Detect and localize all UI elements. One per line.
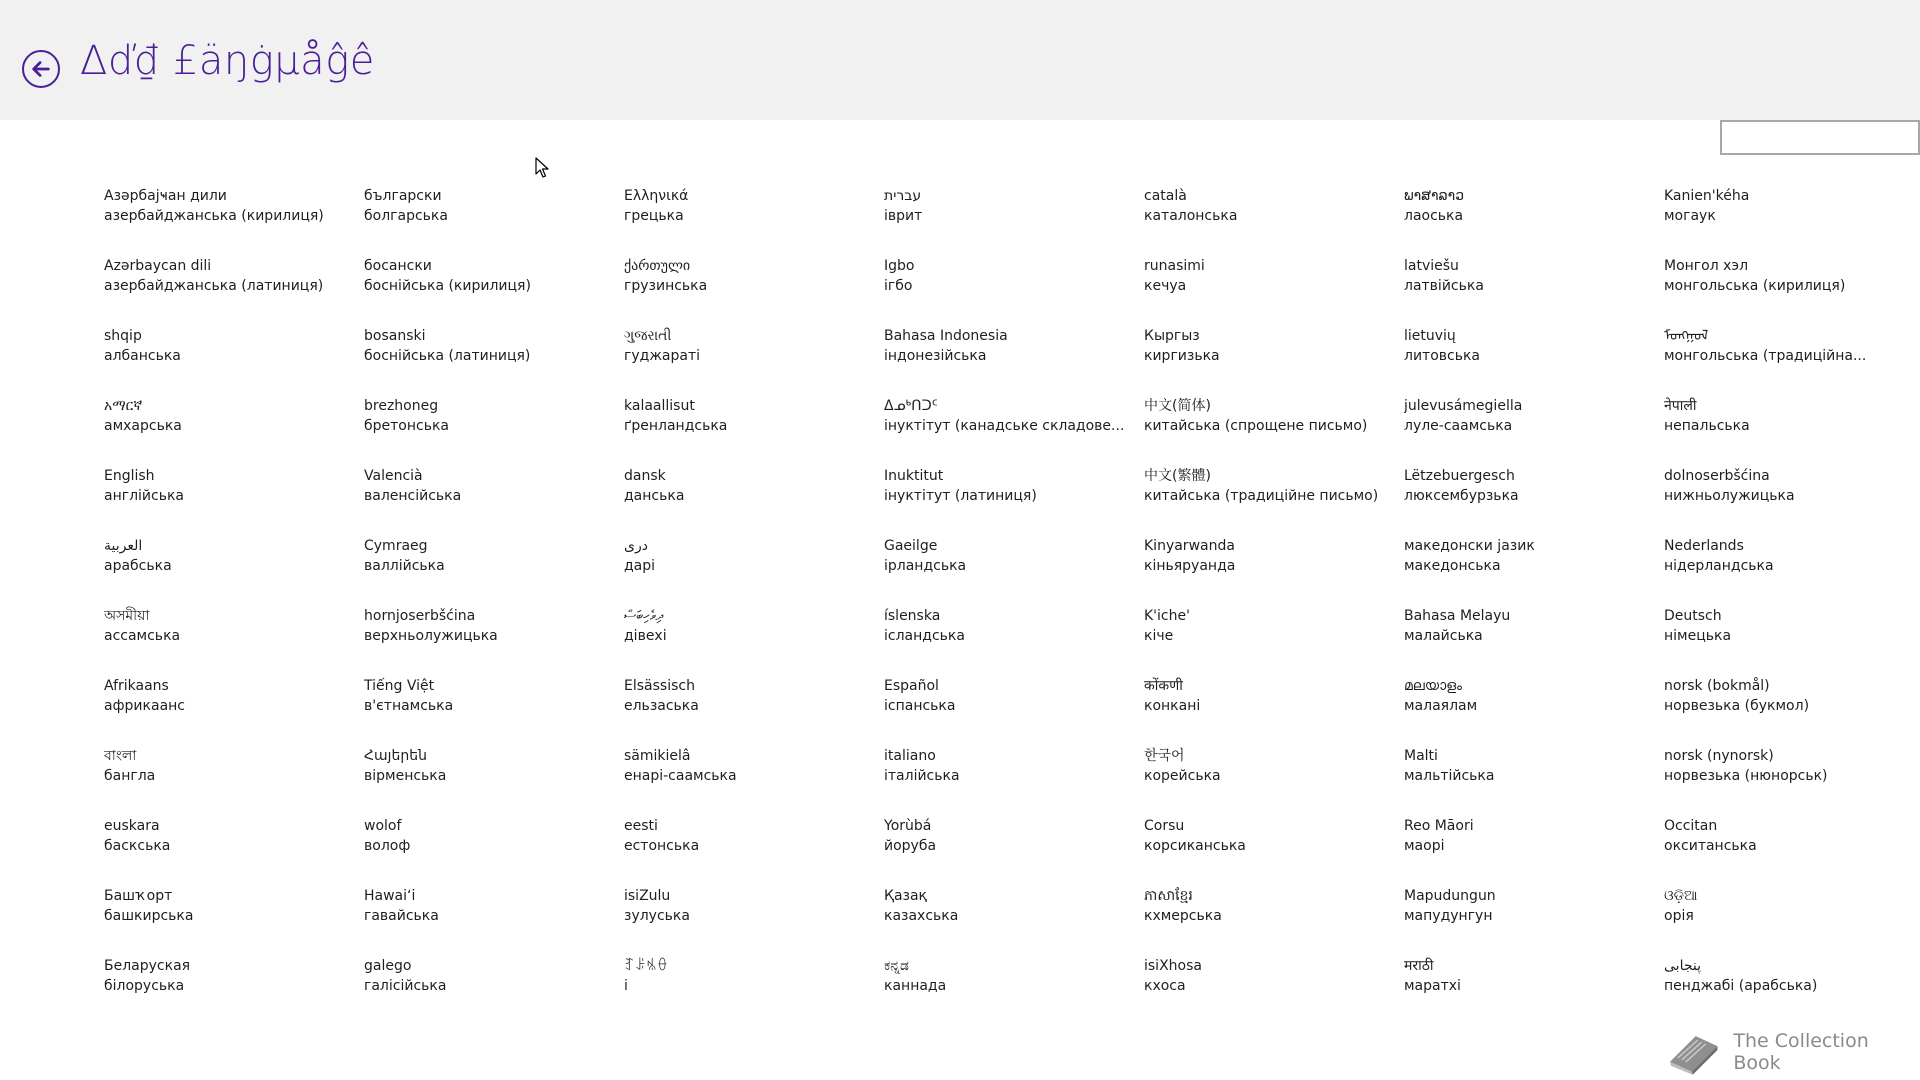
language-item[interactable]: [624, 326, 884, 396]
language-native-name: Afrikaans: [104, 678, 169, 694]
language-native-name: euskara: [104, 818, 160, 834]
language-localized-name: нідерландська: [1664, 558, 1774, 574]
language-localized-name: італійська: [884, 768, 960, 784]
language-native-name: Tiếng Việt: [364, 678, 435, 694]
language-item[interactable]: [624, 536, 884, 606]
language-item[interactable]: [1144, 326, 1404, 396]
language-native-name: Қазақ: [884, 888, 927, 904]
language-item[interactable]: [104, 886, 364, 956]
language-item[interactable]: [624, 956, 884, 1026]
language-native-name: shqip: [104, 328, 142, 344]
language-native-name: norsk (bokmål): [1664, 678, 1770, 694]
language-item[interactable]: [624, 606, 884, 676]
language-localized-name: інуктітут (канадське складове...: [884, 418, 1125, 434]
language-item[interactable]: [1404, 256, 1664, 326]
language-native-name: isiZulu: [624, 888, 671, 904]
language-native-name: עברית: [884, 188, 922, 204]
language-localized-name: корейська: [1144, 768, 1221, 784]
language-localized-name: і: [624, 978, 628, 994]
language-item[interactable]: [1664, 746, 1920, 816]
language-item[interactable]: [884, 186, 1144, 256]
language-item[interactable]: [1404, 886, 1664, 956]
language-localized-name: ісландська: [884, 628, 965, 644]
language-native-name: isiXhosa: [1144, 958, 1202, 974]
language-item[interactable]: [104, 326, 364, 396]
language-localized-name: гуджараті: [624, 348, 701, 364]
language-item[interactable]: [104, 256, 364, 326]
language-localized-name: амхарська: [104, 418, 182, 434]
language-item[interactable]: [624, 466, 884, 536]
language-localized-name: маорі: [1404, 838, 1445, 854]
mouse-pointer-icon: [535, 157, 551, 179]
language-localized-name: ігбо: [884, 278, 913, 294]
language-native-name: K'iche': [1144, 608, 1190, 624]
language-native-name: Башҡорт: [104, 888, 173, 904]
language-item[interactable]: [1144, 956, 1404, 1026]
language-native-name: sämikielâ: [624, 748, 691, 764]
language-localized-name: грузинська: [624, 278, 708, 294]
language-localized-name: боснійська (латиниця): [364, 348, 531, 364]
language-native-name: 中文(繁體): [1144, 468, 1211, 484]
language-item[interactable]: [884, 956, 1144, 1026]
language-localized-name: волоф: [364, 838, 411, 854]
language-localized-name: азербайджанська (латиниця): [104, 278, 324, 294]
language-item[interactable]: [104, 466, 364, 536]
language-item[interactable]: [1144, 676, 1404, 746]
language-native-name: नेपाली: [1664, 398, 1697, 414]
language-localized-name: китайська (традиційне письмо): [1144, 488, 1379, 504]
language-native-name: italiano: [884, 748, 936, 764]
language-native-name: አማርኛ: [104, 398, 143, 414]
language-localized-name: непальська: [1664, 418, 1750, 434]
language-localized-name: азербайджанська (кирилиця): [104, 208, 324, 224]
language-item[interactable]: [624, 256, 884, 326]
language-localized-name: казахська: [884, 908, 959, 924]
language-native-name: ᠮᠣᠩᠭᠣᠯ: [1664, 328, 1709, 344]
language-item[interactable]: [1144, 396, 1404, 466]
language-item[interactable]: [624, 186, 884, 256]
language-native-name: Occitan: [1664, 818, 1718, 834]
language-item[interactable]: [1664, 886, 1920, 956]
language-native-name: македонски јазик: [1404, 538, 1535, 554]
language-localized-name: інуктітут (латиниця): [884, 488, 1037, 504]
language-native-name: ພາສາລາວ: [1404, 188, 1465, 204]
language-localized-name: дарі: [624, 558, 656, 574]
language-native-name: Bahasa Indonesia: [884, 328, 1008, 344]
language-native-name: العربية: [104, 538, 143, 554]
language-item[interactable]: [1144, 256, 1404, 326]
language-item[interactable]: [104, 956, 364, 1026]
language-native-name: julevusámegiella: [1404, 398, 1523, 414]
language-native-name: Lëtzebuergesch: [1404, 468, 1515, 484]
language-item[interactable]: [884, 326, 1144, 396]
language-native-name: Հայերեն: [364, 748, 427, 764]
language-item[interactable]: [1664, 956, 1920, 1026]
language-native-name: ગુજરાતી: [624, 328, 672, 344]
language-native-name: lietuvių: [1404, 328, 1456, 344]
language-localized-name: пенджабі (арабська): [1664, 978, 1818, 994]
language-localized-name: естонська: [624, 838, 700, 854]
language-item[interactable]: [1144, 186, 1404, 256]
language-native-name: English: [104, 468, 155, 484]
language-native-name: 한국어: [1144, 748, 1185, 764]
language-item[interactable]: [884, 886, 1144, 956]
language-item[interactable]: [624, 396, 884, 466]
language-item[interactable]: [1404, 536, 1664, 606]
language-item[interactable]: [1664, 816, 1920, 886]
language-item[interactable]: [624, 676, 884, 746]
language-localized-name: ельзаська: [624, 698, 699, 714]
language-native-name: eesti: [624, 818, 658, 834]
language-item[interactable]: [884, 396, 1144, 466]
watermark: [1666, 1028, 1920, 1076]
language-item[interactable]: [1664, 256, 1920, 326]
language-localized-name: лаоська: [1404, 208, 1464, 224]
language-item[interactable]: [104, 816, 364, 886]
language-localized-name: киргизька: [1144, 348, 1220, 364]
language-native-name: ދިވެހިބަސް: [624, 608, 664, 624]
language-native-name: Elsässisch: [624, 678, 695, 694]
language-localized-name: англійська: [104, 488, 185, 504]
language-native-name: Cymraeg: [364, 538, 428, 554]
language-item[interactable]: [1664, 326, 1920, 396]
language-localized-name: гавайська: [364, 908, 439, 924]
language-item[interactable]: [884, 606, 1144, 676]
language-localized-name: монгольська (традиційна...: [1664, 348, 1867, 364]
language-native-name: অসমীয়া: [104, 608, 150, 624]
language-native-name: norsk (nynorsk): [1664, 748, 1774, 764]
language-item[interactable]: [1404, 326, 1664, 396]
language-native-name: Igbo: [884, 258, 915, 274]
language-localized-name: йоруба: [884, 838, 937, 854]
language-native-name: latviešu: [1404, 258, 1459, 274]
language-item[interactable]: [1664, 396, 1920, 466]
language-item[interactable]: [364, 886, 624, 956]
language-localized-name: маратхі: [1404, 978, 1461, 994]
language-localized-name: люксембурзька: [1404, 488, 1519, 504]
language-native-name: ꆈꌠꁱꂷ: [624, 958, 668, 974]
language-native-name: Español: [884, 678, 939, 694]
language-item[interactable]: [884, 816, 1144, 886]
language-localized-name: грецька: [624, 208, 684, 224]
language-item[interactable]: [104, 676, 364, 746]
language-localized-name: валлійська: [364, 558, 445, 574]
language-localized-name: ірландська: [884, 558, 967, 574]
back-arrow-icon: [30, 58, 52, 80]
language-localized-name: кіче: [1144, 628, 1174, 644]
language-native-name: wolof: [364, 818, 402, 834]
language-native-name: മലയാളം: [1404, 678, 1463, 694]
language-localized-name: вірменська: [364, 768, 447, 784]
language-item[interactable]: [104, 746, 364, 816]
page-header: [0, 0, 1920, 120]
search-input[interactable]: [1722, 122, 1918, 153]
language-item[interactable]: [364, 746, 624, 816]
language-localized-name: малайська: [1404, 628, 1483, 644]
language-native-name: dansk: [624, 468, 666, 484]
language-native-name: bosanski: [364, 328, 426, 344]
language-localized-name: бретонська: [364, 418, 449, 434]
watermark-text: The Collection Book: [1733, 1030, 1869, 1074]
language-item[interactable]: [1404, 466, 1664, 536]
language-item[interactable]: [1404, 816, 1664, 886]
language-native-name: ᐃᓄᒃᑎᑐᑦ: [884, 398, 938, 414]
language-native-name: Reo Māori: [1404, 818, 1474, 834]
language-native-name: Nederlands: [1664, 538, 1744, 554]
language-native-name: català: [1144, 188, 1187, 204]
language-localized-name: литовська: [1404, 348, 1481, 364]
language-native-name: Беларуская: [104, 958, 191, 974]
language-native-name: босански: [364, 258, 432, 274]
language-localized-name: норвезька (букмол): [1664, 698, 1810, 714]
language-localized-name: індонезійська: [884, 348, 987, 364]
language-native-name: Монгол хэл: [1664, 258, 1749, 274]
language-localized-name: нижньолужицька: [1664, 488, 1795, 504]
language-item[interactable]: [624, 816, 884, 886]
book-icon: [1666, 1028, 1721, 1076]
language-native-name: پنجابی: [1664, 958, 1701, 974]
language-localized-name: конкані: [1144, 698, 1201, 714]
language-localized-name: зулуська: [624, 908, 690, 924]
language-native-name: ଓଡ଼ିଆ: [1664, 888, 1698, 904]
language-item[interactable]: [364, 326, 624, 396]
language-localized-name: кіньяруанда: [1144, 558, 1236, 574]
language-localized-name: валенсійська: [364, 488, 462, 504]
language-item[interactable]: [1144, 746, 1404, 816]
back-button[interactable]: [22, 50, 60, 88]
language-item[interactable]: [364, 396, 624, 466]
language-item[interactable]: [1404, 746, 1664, 816]
language-item[interactable]: [1144, 536, 1404, 606]
language-item[interactable]: [624, 746, 884, 816]
language-native-name: galego: [364, 958, 412, 974]
language-native-name: български: [364, 188, 442, 204]
language-localized-name: башкирська: [104, 908, 194, 924]
language-localized-name: ґренландська: [624, 418, 728, 434]
language-localized-name: албанська: [104, 348, 181, 364]
language-localized-name: в'єтнамська: [364, 698, 454, 714]
language-native-name: Valencià: [364, 468, 423, 484]
language-item[interactable]: [884, 676, 1144, 746]
language-item[interactable]: [1144, 606, 1404, 676]
language-native-name: íslenska: [884, 608, 941, 624]
language-native-name: Ελληνικά: [624, 188, 689, 204]
page-title: Δď₫ £äŋġμåĝê: [80, 38, 375, 84]
language-list: [104, 186, 1920, 1026]
language-localized-name: луле-саамська: [1404, 418, 1513, 434]
language-item[interactable]: [364, 816, 624, 886]
language-localized-name: бангла: [104, 768, 156, 784]
language-native-name: Azərbaycan dili: [104, 258, 212, 274]
language-item[interactable]: [364, 606, 624, 676]
language-native-name: বাংলা: [104, 748, 137, 764]
language-localized-name: мальтійська: [1404, 768, 1495, 784]
language-native-name: dolnoserbšćina: [1664, 468, 1770, 484]
language-item[interactable]: [1664, 466, 1920, 536]
search-box[interactable]: [1720, 120, 1920, 155]
language-localized-name: данська: [624, 488, 685, 504]
language-item[interactable]: [104, 606, 364, 676]
language-item[interactable]: [1404, 396, 1664, 466]
language-item[interactable]: [104, 186, 364, 256]
language-native-name: Bahasa Melayu: [1404, 608, 1511, 624]
language-item[interactable]: [364, 536, 624, 606]
language-localized-name: окситанська: [1664, 838, 1757, 854]
language-item[interactable]: [364, 466, 624, 536]
language-localized-name: іврит: [884, 208, 923, 224]
language-localized-name: ассамська: [104, 628, 181, 644]
language-item[interactable]: [1664, 186, 1920, 256]
language-native-name: ქართული: [624, 258, 691, 274]
language-localized-name: білоруська: [104, 978, 185, 994]
language-localized-name: каннада: [884, 978, 947, 994]
language-localized-name: могаук: [1664, 208, 1716, 224]
language-localized-name: малаялам: [1404, 698, 1478, 714]
language-item[interactable]: [364, 956, 624, 1026]
language-localized-name: китайська (спрощене письмо): [1144, 418, 1368, 434]
language-native-name: kalaallisut: [624, 398, 695, 414]
language-localized-name: арабська: [104, 558, 172, 574]
language-localized-name: каталонська: [1144, 208, 1238, 224]
language-native-name: मराठी: [1404, 958, 1434, 974]
language-item[interactable]: [884, 536, 1144, 606]
language-localized-name: болгарська: [364, 208, 448, 224]
language-localized-name: верхньолужицька: [364, 628, 498, 644]
language-item[interactable]: [1404, 956, 1664, 1026]
language-item[interactable]: [1144, 466, 1404, 536]
language-item[interactable]: [364, 676, 624, 746]
language-localized-name: дівехі: [624, 628, 667, 644]
language-item[interactable]: [884, 256, 1144, 326]
language-localized-name: баскська: [104, 838, 171, 854]
language-native-name: brezhoneg: [364, 398, 439, 414]
language-native-name: Kanien'kéha: [1664, 188, 1750, 204]
language-item[interactable]: [1144, 886, 1404, 956]
language-localized-name: норвезька (нюнорськ): [1664, 768, 1828, 784]
language-localized-name: монгольська (кирилиця): [1664, 278, 1846, 294]
language-localized-name: македонська: [1404, 558, 1501, 574]
language-item[interactable]: [104, 536, 364, 606]
language-localized-name: кхоса: [1144, 978, 1186, 994]
language-native-name: Kinyarwanda: [1144, 538, 1235, 554]
language-native-name: Азәрбајҹан дили: [104, 188, 227, 204]
language-item[interactable]: [1144, 816, 1404, 886]
language-localized-name: мапудунгун: [1404, 908, 1493, 924]
language-native-name: Hawaiʻi: [364, 888, 416, 904]
language-native-name: runasimi: [1144, 258, 1205, 274]
language-native-name: Deutsch: [1664, 608, 1722, 624]
language-native-name: hornjoserbšćina: [364, 608, 476, 624]
language-native-name: Corsu: [1144, 818, 1185, 834]
language-localized-name: африкаанс: [104, 698, 185, 714]
language-native-name: Inuktitut: [884, 468, 944, 484]
language-localized-name: корсиканська: [1144, 838, 1246, 854]
language-item[interactable]: [624, 886, 884, 956]
language-localized-name: кхмерська: [1144, 908, 1222, 924]
language-native-name: Кыргыз: [1144, 328, 1200, 344]
language-item[interactable]: [364, 186, 624, 256]
language-native-name: 中文(简体): [1144, 398, 1211, 414]
language-item[interactable]: [1404, 186, 1664, 256]
language-localized-name: енарі-саамська: [624, 768, 737, 784]
language-item[interactable]: [884, 466, 1144, 536]
language-native-name: Malti: [1404, 748, 1438, 764]
language-item[interactable]: [1404, 606, 1664, 676]
language-item[interactable]: [1664, 606, 1920, 676]
language-item[interactable]: [884, 746, 1144, 816]
language-localized-name: боснійська (кирилиця): [364, 278, 531, 294]
language-localized-name: латвійська: [1404, 278, 1484, 294]
language-native-name: درى: [624, 538, 648, 554]
language-localized-name: орія: [1664, 908, 1694, 924]
language-localized-name: іспанська: [884, 698, 956, 714]
language-native-name: कोंकणी: [1144, 678, 1183, 694]
language-native-name: Gaeilge: [884, 538, 938, 554]
language-item[interactable]: [364, 256, 624, 326]
language-localized-name: галісійська: [364, 978, 447, 994]
language-native-name: ភាសាខ្មែរ: [1144, 888, 1193, 904]
language-native-name: Mapudungun: [1404, 888, 1496, 904]
language-item[interactable]: [104, 396, 364, 466]
language-localized-name: німецька: [1664, 628, 1732, 644]
language-item[interactable]: [1664, 676, 1920, 746]
language-localized-name: кечуа: [1144, 278, 1187, 294]
language-item[interactable]: [1404, 676, 1664, 746]
language-native-name: Yorùbá: [884, 818, 932, 834]
language-native-name: ಕನ್ನಡ: [884, 958, 909, 974]
language-item[interactable]: [1664, 536, 1920, 606]
